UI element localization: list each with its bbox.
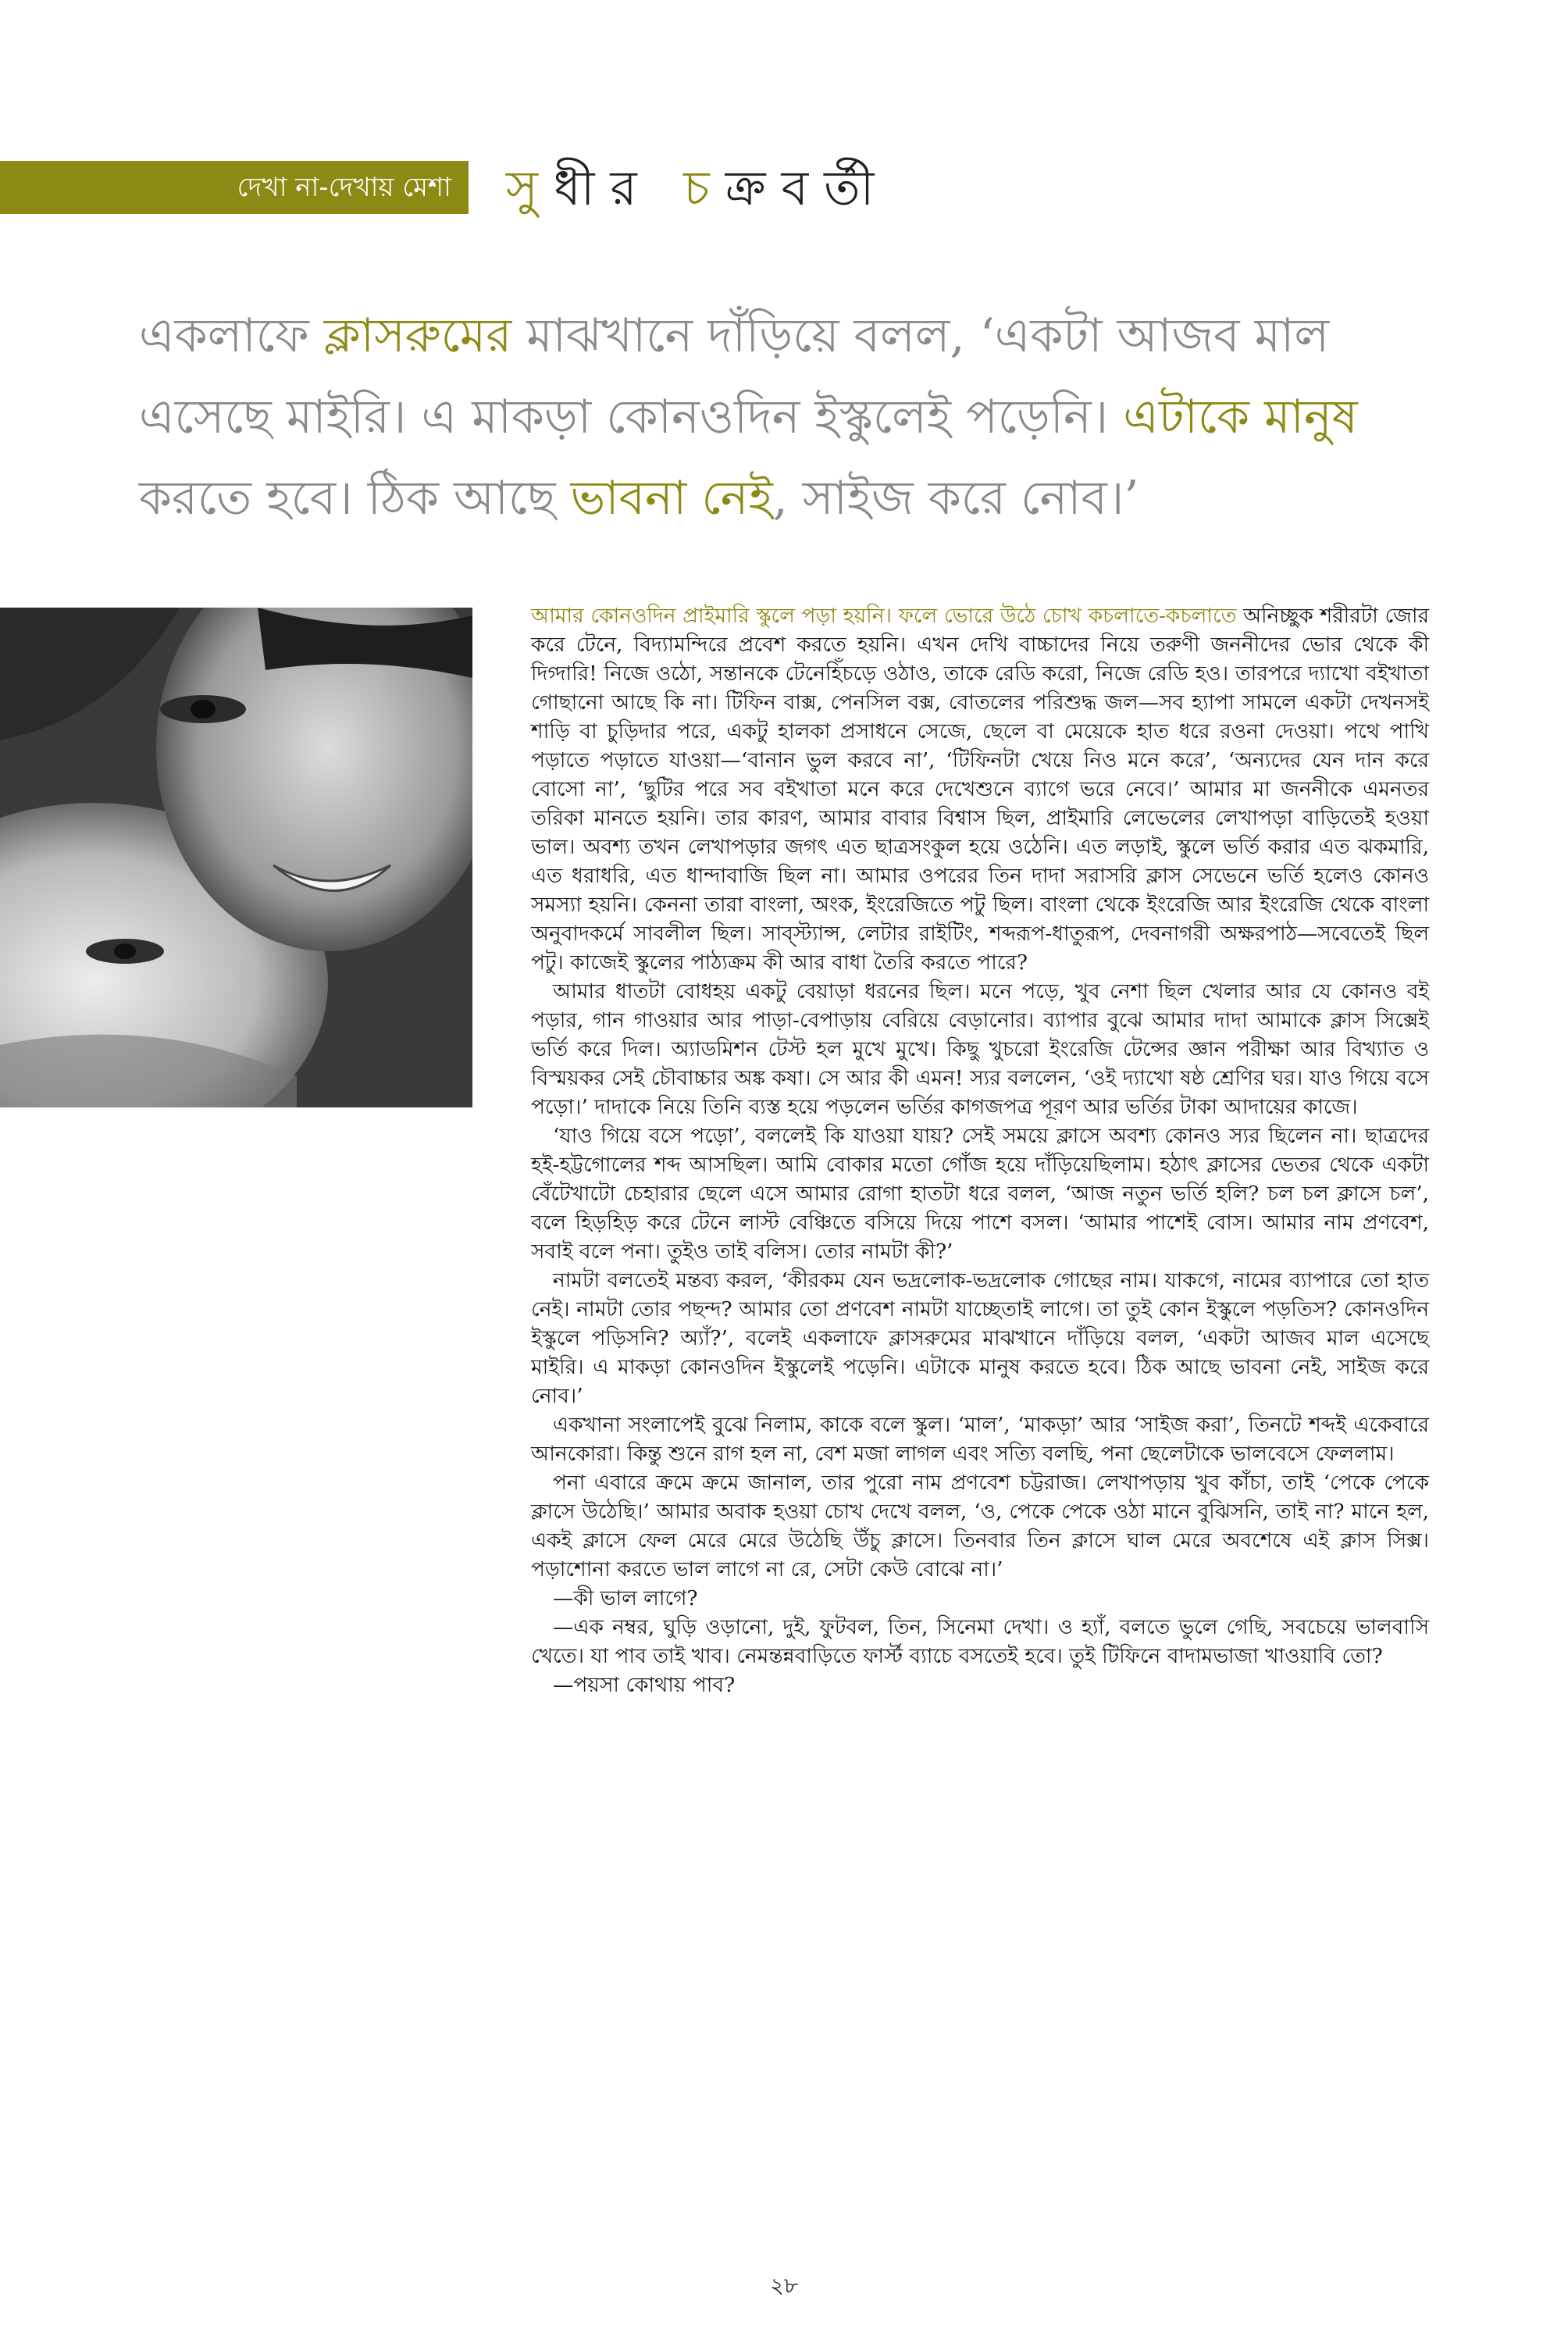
body-paragraph-1 xyxy=(531,601,1429,977)
body-lead: আমার কোনওদিন প্রাইমারি স্কুলে পড়া হয়নি। ফলে ভোরে উঠে চোখ কচলাতে-কচলাতে xyxy=(531,604,1237,628)
body-paragraph-8: —এক নম্বর, ঘুড়ি ওড়ানো, দুই, ফুটবল, তিন, সিনেমা দেখা। ও হ্যাঁ, বলতে ভুলে গেছি, সবচেয়ে ভালবাসি খেতে। যা পাব তাই খাব। নেমন্তন্নবাড়িতে ফার্স্ট ব্যাচে বসতেই হবে। তুই টিফিনে বাদামভাজা খাওয়াবি তো? xyxy=(531,1615,1429,1668)
body-paragraph-4: নামটা বলতেই মন্তব্য করল, ‘কীরকম যেন ভদ্রলোক-ভদ্রলোক গোছের নাম। যাকগে, নামের ব্যাপারে তো হাত নেই। নামটা তোর পছন্দ? আমার তো প্রণবেশ নামটা যাচ্ছেতাই লাগে। তা তুই কোন ইস্কুলে পড়তিস? কোনওদিন ইস্কুলে পড়িসনি? অ্যাঁ?’, বলেই একলাফে ক্লাসরুমের মাঝখানে দাঁড়িয়ে বলল, ‘একটা আজব মাল এসেছে মাইরি। এ মাকড়া কোনওদিন ইস্কুলেই পড়েনি। এটাকে মানুষ করতে হবে। ঠিক আছে ভাবনা নেই, সাইজ করে নোব।’ xyxy=(531,1268,1429,1408)
pull-quote xyxy=(139,295,1404,539)
pull-quote-part-2: মাঝখানে দাঁড়িয়ে বলল, ‘একটা আজব মাল এসেছে মাইরি। এ মাকড়া কোনওদিন ইস্কুলেই পড়েনি। xyxy=(139,308,1330,444)
author-first-rest: ধীর xyxy=(553,159,653,216)
page-number: ২৮ xyxy=(769,2273,799,2298)
author-last-rest: ক্রবর্তী xyxy=(725,159,890,216)
body-paragraph-3: ‘যাও গিয়ে বসে পড়ো’, বললেই কি যাওয়া যায়? সেই সময়ে ক্লাসে অবশ্য কোনও স্যর ছিলেন না। ছাত্রদের হই-হট্টগোলের শব্দ আসছিল। আমি বোকার মতো গোঁজ হয়ে দাঁড়িয়েছিলাম। হঠাৎ ক্লাসের ভেতর থেকে একটা বেঁটেখাটো চেহারার ছেলে এসে আমার রোগা হাতটা ধরে বলল, ‘আজ নতুন ভর্তি হলি? চল চল ক্লাসে চল’, বলে হিড়হিড় করে টেনে লাস্ট বেঞ্চিতে বসিয়ে দিয়ে পাশে বসল। ‘আমার পাশেই বোস। আমার নাম প্রণবেশ, সবাই বলে পনা। তুইও তাই বলিস। তোর নামটা কী?’ xyxy=(531,1124,1429,1264)
body-paragraph-7: —কী ভাল লাগে? xyxy=(553,1586,698,1610)
portrait-photo xyxy=(0,608,472,1107)
pull-quote-highlight-1: ক্লাসরুমের xyxy=(323,308,512,363)
section-label: দেখা না-দেখায় মেশা xyxy=(0,161,469,214)
pull-quote-part-4: , সাইজ করে নোব।’ xyxy=(772,471,1139,526)
portrait-photo-graphic xyxy=(0,608,472,1107)
body-paragraph-2: আমার ধাতটা বোধহয় একটু বেয়াড়া ধরনের ছিল। মনে পড়ে, খুব নেশা ছিল খেলার আর যে কোনও বই পড়ার, গান গাওয়ার আর পাড়া-বেপাড়ায় বেরিয়ে বেড়ানোর। ব্যাপার বুঝে আমার দাদা আমাকে ক্লাস সিক্সেই ভর্তি করে দিল। অ্যাডমিশন টেস্ট হল মুখে মুখে। কিছু খুচরো ইংরেজি টেন্সের জ্ঞান পরীক্ষা আর বিখ্যাত ও বিস্ময়কর সেই চৌবাচ্চার অঙ্ক কষা। সে আর কী এমন! স্যর বললেন, ‘ওই দ্যাখো ষষ্ঠ শ্রেণির ঘর। যাও গিয়ে বসে পড়ো।’ দাদাকে নিয়ে তিনি ব্যস্ত হয়ে পড়লেন ভর্তির কাগজপত্র পূরণ আর ভর্তির টাকা আদায়ের কাজে। xyxy=(531,979,1429,1119)
pull-quote-part-1: একলাফে xyxy=(139,308,324,363)
body-paragraph-1-text: অনিচ্ছুক শরীরটা জোর করে টেনে, বিদ্যামন্দিরে প্রবেশ করতে হয়নি। এখন দেখি বাচ্চাদের নিয়ে তরুণী জননীদের ভোর থেকে কী দিগ্দারি! নিজে ওঠো, সন্তানকে টেনেহিঁচড়ে ওঠাও, তাকে রেডি করো, নিজে রেডি হও। তারপরে দ্যাখো বইখাতা গোছানো আছে কি না। টিফিন বাক্স, পেনসিল বক্স, বোতলের পরিশুদ্ধ জল—সব হ্যাপা সামলে একটা দেখনসই শাড়ি বা চুড়িদার পরে, একটু হালকা প্রসাধনে সেজে, ছেলে বা মেয়েকে হাত ধরে রওনা দেওয়া। পথে পাখি পড়াতে পড়াতে যাওয়া—‘বানান ভুল করবে না’, ‘টিফিনটা খেয়ে নিও মনে করে’, ‘অন্যদের যেন দান করে বোসো না’, ‘ছুটির পরে সব বইখাতা মনে করে দেখেশুনে ব্যাগে ভরে নেবে।’ আমার মা জননীকে এমনতর তরিকা মানতে হয়নি। তার কারণ, আমার বাবার বিশ্বাস ছিল, প্রাইমারি লেভেলের লেখাপড়া বাড়িতেই হওয়া ভাল। অবশ্য তখন লেখাপড়ার জগৎ এত ছাত্রসংকুল হয়ে ওঠেনি। এত লড়াই, স্কুলে ভর্তি করার এত ঝকমারি, এত ধরাধরি, এত ধান্দাবাজি ছিল না। আমার ওপরের তিন দাদা সরাসরি ক্লাস সেভেনে ভর্তি হলেও কোনও সমস্যা হয়নি। কেননা তারা বাংলা, অংক, ইংরেজিতে পটু ছিল। বাংলা থেকে ইংরেজি আর ইংরেজি থেকে বাংলা অনুবাদকর্মে সাবলীল ছিল। সাব্স্ট্যান্স, লেটার রাইটিং, শব্দরূপ-ধাতুরূপ, দেবনাগরী অক্ষরপাঠ—সবেতেই ছিল পটু। কাজেই স্কুলের পাঠ্যক্রম কী আর বাধা তৈরি করতে পারে? xyxy=(531,604,1429,975)
pull-quote-highlight-3: ভাবনা নেই xyxy=(570,471,773,526)
body-paragraph-9: —পয়সা কোথায় পাব? xyxy=(553,1673,736,1697)
body-paragraph-5: একখানা সংলাপেই বুঝে নিলাম, কাকে বলে স্কুল। ‘মাল’, ‘মাকড়া’ আর ‘সাইজ করা’, তিনটে শব্দই একেবারে আনকোরা। কিন্তু শুনে রাগ হল না, বেশ মজা লাগল এবং সত্যি বলছি, পনা ছেলেটাকে ভালবেসে ফেললাম। xyxy=(531,1413,1429,1466)
author-last-accent: চ xyxy=(683,159,725,216)
author-first-accent: সু xyxy=(506,159,554,216)
article-body xyxy=(531,601,1429,1699)
author-name xyxy=(506,152,889,232)
pull-quote-part-3: করতে হবে। ঠিক আছে xyxy=(139,471,571,526)
pull-quote-highlight-2: এটাকে মানুষ xyxy=(1123,390,1358,444)
body-paragraph-6: পনা এবারে ক্রমে ক্রমে জানাল, তার পুরো নাম প্রণবেশ চট্টরাজ। লেখাপড়ায় খুব কাঁচা, তাই ‘পেকে পেকে ক্লাসে উঠেছি।’ আমার অবাক হওয়া চোখ দেখে বলল, ‘ও, পেকে পেকে ওঠা মানে বুঝিসনি, তাই না? মানে হল, একই ক্লাসে ফেল মেরে মেরে উঠেছি উঁচু ক্লাসে। তিনবার তিন ক্লাসে ঘাল মেরে অবশেষে এই ক্লাস সিক্স। পড়াশোনা করতে ভাল লাগে না রে, সেটা কেউ বোঝে না।’ xyxy=(531,1471,1429,1582)
